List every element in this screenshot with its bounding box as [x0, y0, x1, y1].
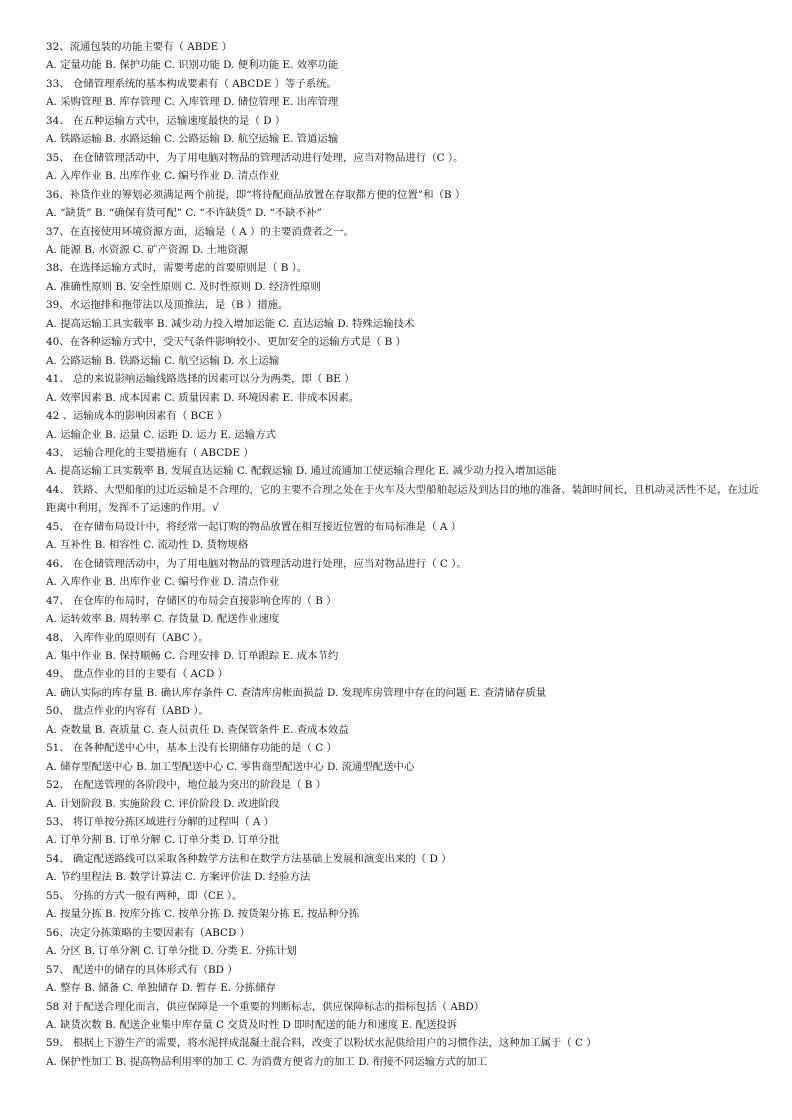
text-line: 33、 仓储管理系统的基本构成要素有（ ABCDE ）等子系统。 — [46, 77, 337, 90]
text-line: A. 铁路运输 B. 水路运输 C. 公路运输 D. 航空运输 E. 管道运输 — [46, 133, 339, 146]
text-line: A. 计划阶段 B. 实施阶段 C. 评价阶段 D. 改进阶段 — [46, 797, 280, 810]
text-line: 42 、运输成本的影响因素有（ BCE ） — [46, 410, 228, 423]
text-line: 55、 分拣的方式一般有两种，即（CE ）。 — [46, 889, 243, 902]
text-line: 47、 在仓库的布局时，存储区的布局会直接影响仓库的（ B ） — [46, 594, 337, 607]
text-line: A. 效率因素 B. 成本因素 C. 质量因素 D. 环境因素 E. 非成本因素。 — [46, 391, 360, 404]
text-line: 39、水运拖排和拖带法以及顶推法，是（B ）措施。 — [46, 299, 289, 312]
text-line: 48、 入库作业的原则有（ABC ）。 — [46, 631, 209, 644]
text-line: A. 分区 B. 订单分割 C. 订单分批 D. 分类 E. 分拣计划 — [46, 945, 297, 958]
text-line: A. 查数量 B. 查质量 C. 查人员责任 D. 查保管条件 E. 查成本效益 — [46, 723, 349, 736]
text-line: 44、 铁路、大型船舶的过近运输是不合理的，它的主要不合理之处在于火车及大型船舶起运及到达目的地的准备、装卸时间长，且机动灵活性不足，在过近距离中利用，发挥不了运速的作用。√ — [46, 483, 759, 515]
text-line: 45、 在存储布局设计中，将经常一起订购的物品放置在相互接近位置的布局标准是（ A ） — [46, 520, 462, 533]
text-line: A. 提高运输工具实载率 B. 发展直达运输 C. 配载运输 D. 通过流通加工使运输合理化 E. 减少动力投入增加运能 — [46, 465, 557, 478]
text-line: A. 采购管理 B. 库存管理 C. 入库管理 D. 储位管理 E. 出库管理 — [46, 96, 339, 109]
text-line: A. 入库作业 B. 出库作业 C. 编号作业 D. 清点作业 — [46, 576, 280, 589]
text-line: 49、 盘点作业的目的主要有（ ACD ） — [46, 668, 228, 681]
text-line: A. 运转效率 B. 周转率 C. 存货量 D. 配送作业速度 — [46, 613, 280, 626]
text-line: A. 集中作业 B. 保持顺畅 C. 合理安排 D. 订单跟踪 E. 成本节约 — [46, 649, 339, 662]
text-line: 46、 在仓储管理活动中，为了用电脑对物品的管理活动进行处理，应当对物品进行（ C ）。 — [46, 557, 467, 570]
text-line: 38、在选择运输方式时，需要考虑的首要原则是（ B ）。 — [46, 262, 308, 275]
text-line: 32、流通包装的功能主要有（ ABDE ） — [46, 41, 232, 53]
text-line: A. “缺货” B. “确保有货可配” C. “不许缺货” D. “不缺不补” — [46, 207, 322, 220]
text-line: A. 运输企业 B. 运量 C. 运距 D. 运力 E. 运输方式 — [46, 428, 276, 441]
text-line: 43、 运输合理化的主要措施有（ ABCDE ） — [46, 446, 254, 459]
text-line: A. 公路运输 B. 铁路运输 C. 航空运输 D. 水上运输 — [46, 354, 280, 367]
text-line: A. 保护性加工 B. 提高物品利用率的加工 C. 为消费方便省力的加工 D. 衔接不同运输方式的加工 — [46, 1055, 488, 1068]
text-line: 54、 确定配送路线可以采取各种数学方法和在数学方法基础上发展和演变出来的（ D ） — [46, 852, 452, 865]
text-line: A. 入库作业 B. 出库作业 C. 编号作业 D. 清点作业 — [46, 170, 280, 183]
text-line: 41、 总的来说影响运输线路选择的因素可以分为两类，即（ BE ） — [46, 373, 355, 386]
text-line: A. 节约里程法 B. 数学计算法 C. 方案评价法 D. 经验方法 — [46, 871, 311, 884]
text-line: 58 对于配送合理化而言，供应保障是一个重要的判断标志，供应保障标志的指标包括（ ABD） — [46, 1000, 485, 1013]
text-line: 35、 在仓储管理活动中，为了用电脑对物品的管理活动进行处理，应当对物品进行（C ）。 — [46, 151, 464, 164]
text-line: 53、 将订单按分拣区域进行分解的过程叫（ A ） — [46, 816, 275, 829]
text-line: 40、在各种运输方式中，受天气条件影响较小、更加安全的运输方式是（ B ） — [46, 336, 406, 349]
text-line: 34、 在五种运输方式中，运输速度最快的是（ D ） — [46, 114, 286, 127]
text-line: A. 整存 B. 储备 C. 单独储存 D. 暂存 E. 分拣储存 — [46, 982, 276, 995]
text-line: A. 缺货次数 B. 配送企业集中库存量 C 交货及时性 D 即时配送的能力和速度 E. 配送投诉 — [46, 1019, 458, 1032]
text-line: 36、补货作业的筹划必须满足两个前提，即“将待配商品放置在存取都方便的位置”和（B ） — [46, 188, 466, 201]
text-line: 57、 配送中的储存的具体形式有（BD ） — [46, 963, 238, 976]
text-line: A. 储存型配送中心 B. 加工型配送中心 C. 零售商型配送中心 D. 流通型配送中心 — [46, 760, 415, 773]
text-line: 50、 盘点作业的内容有（ABD ）。 — [46, 705, 209, 718]
text-line: A. 提高运输工具实载率 B. 减少动力投入增加运能 C. 直达运输 D. 特殊运输技术 — [46, 317, 415, 330]
text-line: A. 能源 B. 水资源 C. 矿产资源 D. 土地资源 — [46, 243, 249, 256]
document-page — [46, 38, 766, 1071]
text-line: 56、决定分拣策略的主要因素有（ABCD ） — [46, 926, 250, 939]
text-line: A. 互补性 B. 相容性 C. 流动性 D. 货物规格 — [46, 539, 249, 552]
text-line: 37、在直接使用环境资源方面，运输是（ A ）的主要消费者之一。 — [46, 225, 354, 238]
text-line: A. 按量分拣 B. 按库分拣 C. 按单分拣 D. 按货架分拣 E. 按品种分拣 — [46, 908, 360, 921]
text-line: 59、 根据上下游生产的需要，将水泥拌成混凝土混合料，改变了以粉状水泥供给用户的习惯作法，这种加工属于（ C ） — [46, 1037, 597, 1050]
text-line: A. 确认实际的库存量 B. 确认库存条件 C. 查清库房帐面损益 D. 发现库房管理中存在的问题 E. 查清储存质量 — [46, 686, 547, 699]
text-line: A. 准确性原则 B. 安全性原则 C. 及时性原则 D. 经济性原则 — [46, 280, 321, 293]
text-line: A. 定量功能 B. 保护功能 C. 识别功能 D. 便利功能 E. 效率功能 — [46, 59, 339, 72]
text-line: A. 订单分割 B. 订单分解 C. 订单分类 D. 订单分批 — [46, 834, 280, 847]
text-line: 51、 在各种配送中心中，基本上没有长期储存功能的是（ C ） — [46, 742, 337, 755]
text-line: 52、 在配送管理的各阶段中，地位最为突出的阶段是（ B ） — [46, 779, 327, 792]
